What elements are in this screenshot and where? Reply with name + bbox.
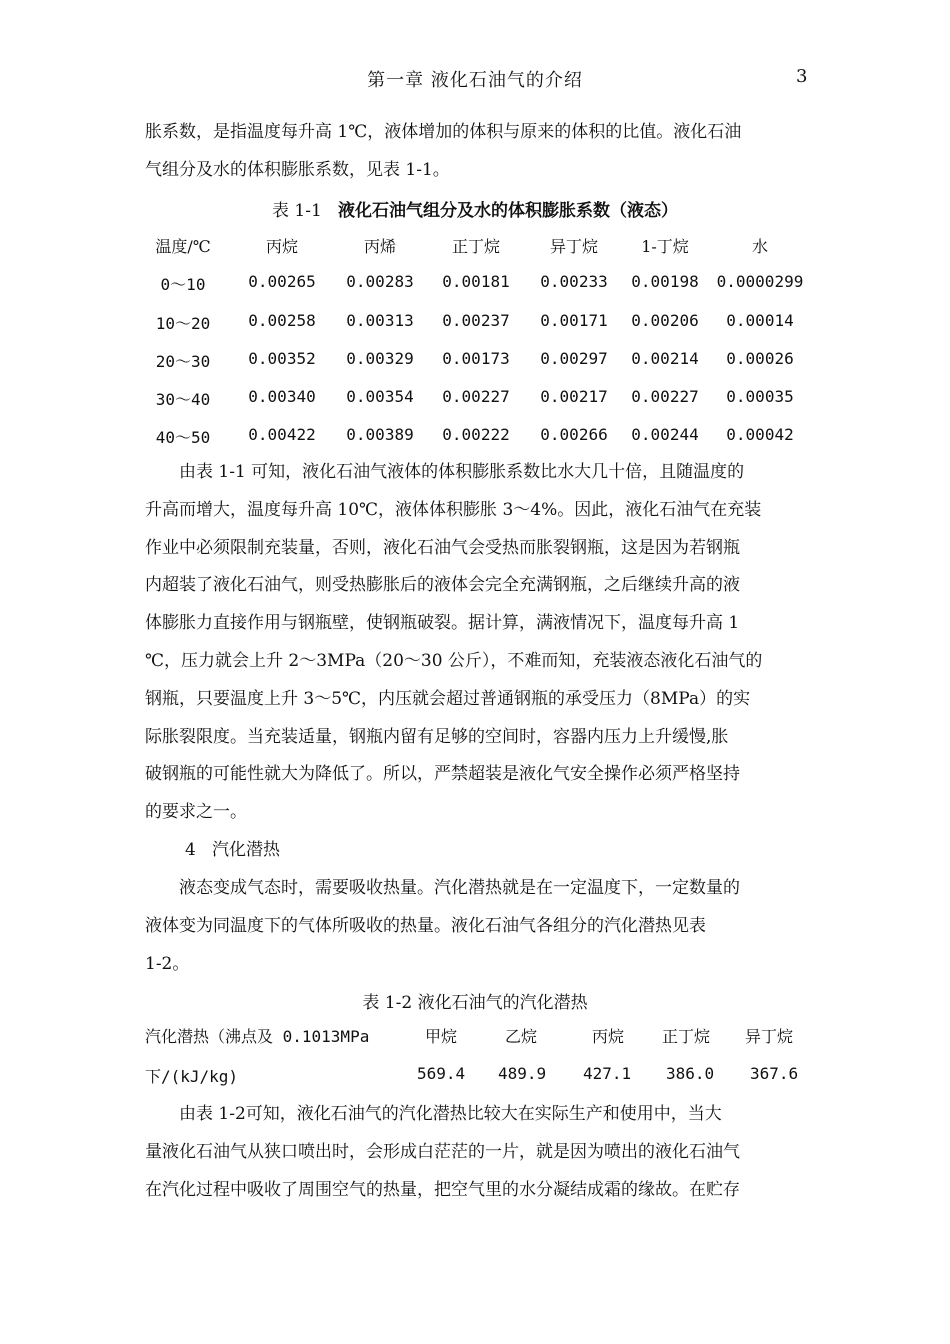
table1-value-cell: 0.00258 (248, 311, 316, 330)
table1-value-cell: 0.00217 (540, 387, 608, 406)
table1-header-cell: 水 (751, 237, 768, 256)
text-line: 内超装了液化石油气，则受热膨胀后的液体会完全充满钢瓶，之后继续升高的液 (145, 575, 740, 596)
text-line: 量液化石油气从狭口喷出时，会形成白茫茫的一片，就是因为喷出的液化石油气 (145, 1141, 740, 1162)
text-line: 的要求之一。 (145, 802, 247, 823)
table1-value-cell: 0.00206 (631, 311, 699, 330)
text-line: 作业中必须限制充装量，否则，液化石油气会受热而胀裂钢瓶，这是因为若钢瓶 (145, 537, 740, 558)
table1-header-cell: 1-丁烷 (641, 237, 689, 256)
table2-row-label-line1: 汽化潜热（沸点及 0.1013MPa (145, 1027, 370, 1046)
paragraph-1 (145, 114, 810, 190)
text-line: 胀系数，是指温度每升高 1℃，液体增加的体积与原来的体积的比值。液化石油 (145, 122, 742, 142)
table1-value-cell: 0.00198 (631, 272, 699, 291)
table1-value-cell: 0.0000299 (716, 272, 804, 291)
table1-row-label: 40～50 (155, 428, 211, 447)
table2-header-cell: 丙烷 (592, 1027, 625, 1046)
table1-value-cell: 0.00297 (540, 349, 608, 368)
table1-value-cell: 0.00173 (442, 349, 510, 368)
table2-row-label-line2: 下/(kJ/kg) (145, 1067, 239, 1086)
table1-row-label: 0～10 (160, 275, 206, 294)
table1-value-cell: 0.00181 (442, 272, 510, 291)
table2-caption: 表 1-2 液化石油气的汽化潜热 (362, 993, 588, 1013)
table1-row-label: 10～20 (155, 314, 211, 333)
table1-caption (0, 196, 950, 221)
table1-header-cell: 丙烷 (265, 237, 298, 256)
paragraph-4 (145, 1096, 810, 1209)
text-line: ℃，压力就会上升 2～3MPa（20～30 公斤），不难而知，充装液态液化石油气的 (145, 650, 763, 671)
table1-value-cell: 0.00171 (540, 311, 608, 330)
table1-value-cell: 0.00283 (346, 272, 414, 291)
table2-header-cell: 甲烷 (425, 1027, 458, 1046)
table1-header-cell: 温度/℃ (155, 237, 211, 256)
paragraph-2 (145, 454, 810, 832)
table2-value-cell: 427.1 (583, 1064, 632, 1083)
paragraph-3 (145, 870, 810, 983)
table2-value-cell: 489.9 (498, 1064, 547, 1083)
table1-value-cell: 0.00014 (726, 311, 794, 330)
text-line: 在汽化过程中吸收了周围空气的热量，把空气里的水分凝结成霜的缘故。在贮存 (145, 1179, 740, 1200)
table1-value-cell: 0.00313 (346, 311, 414, 330)
table2-value-cell: 367.6 (750, 1064, 799, 1083)
table2-value-cell: 386.0 (666, 1064, 715, 1083)
section-heading (185, 835, 280, 860)
table2-value-cell: 569.4 (417, 1064, 466, 1083)
table1-value-cell: 0.00352 (248, 349, 316, 368)
text-line: 升高而增大，温度每升高 10℃，液体体积膨胀 3～4%。因此，液化石油气在充装 (145, 499, 762, 520)
text-line: 由表 1-1 可知，液化石油气液体的体积膨胀系数比水大几十倍，且随温度的 (145, 462, 745, 482)
section-number: 4 (185, 840, 196, 860)
text-line: 1-2。 (145, 953, 190, 974)
text-line: 破钢瓶的可能性就大为降低了。所以，严禁超装是液化气安全操作必须严格坚持 (145, 764, 740, 785)
section-title: 汽化潜热 (212, 840, 281, 860)
table2-header-cell: 乙烷 (505, 1027, 538, 1046)
table1-caption-number: 表 1-1 (272, 201, 322, 221)
table1-header-cell: 丙烯 (363, 237, 396, 256)
page-number: 3 (796, 66, 808, 87)
table1-value-cell: 0.00237 (442, 311, 510, 330)
table1-value-cell: 0.00329 (346, 349, 414, 368)
text-line: 由表 1-2可知，液化石油气的汽化潜热比较大在实际生产和使用中，当大 (145, 1104, 722, 1124)
table2-header-cell: 正丁烷 (662, 1027, 711, 1046)
table1-value-cell: 0.00354 (346, 387, 414, 406)
table1-header-cell: 异丁烷 (549, 237, 598, 256)
table1-value-cell: 0.00233 (540, 272, 608, 291)
chapter-title: 第一章 液化石油气的介绍 (367, 70, 583, 91)
table1-value-cell: 0.00035 (726, 387, 794, 406)
table1-value-cell: 0.00244 (631, 425, 699, 444)
table1-value-cell: 0.00227 (442, 387, 510, 406)
text-line: 体膨胀力直接作用与钢瓶壁，使钢瓶破裂。据计算，满液情况下，温度每升高 1 (145, 613, 740, 634)
table1-value-cell: 0.00265 (248, 272, 316, 291)
table1-value-cell: 0.00266 (540, 425, 608, 444)
table1-caption-title: 液化石油气组分及水的体积膨胀系数（液态） (338, 201, 678, 221)
table1-value-cell: 0.00214 (631, 349, 699, 368)
table1-value-cell: 0.00422 (248, 425, 316, 444)
table1-row-label: 20～30 (155, 352, 211, 371)
table1-row-label: 30～40 (155, 390, 211, 409)
table1-value-cell: 0.00340 (248, 387, 316, 406)
text-line: 际胀裂限度。当充装适量，钢瓶内留有足够的空间时，容器内压力上升缓慢,胀 (145, 726, 729, 747)
text-line: 液态变成气态时，需要吸收热量。汽化潜热就是在一定温度下，一定数量的 (145, 878, 740, 898)
text-line: 气组分及水的体积膨胀系数，见表 1-1。 (145, 159, 450, 180)
text-line: 钢瓶，只要温度上升 3～5℃，内压就会超过普通钢瓶的承受压力（8MPa）的实 (145, 688, 751, 709)
table2-header-cell: 异丁烷 (745, 1027, 794, 1046)
table1-value-cell: 0.00227 (631, 387, 699, 406)
table1-value-cell: 0.00042 (726, 425, 794, 444)
table1-value-cell: 0.00222 (442, 425, 510, 444)
table1-value-cell: 0.00026 (726, 349, 794, 368)
text-line: 液体变为同温度下的气体所吸收的热量。液化石油气各组分的汽化潜热见表 (145, 915, 706, 936)
table1-value-cell: 0.00389 (346, 425, 414, 444)
table1-header-cell: 正丁烷 (451, 237, 500, 256)
